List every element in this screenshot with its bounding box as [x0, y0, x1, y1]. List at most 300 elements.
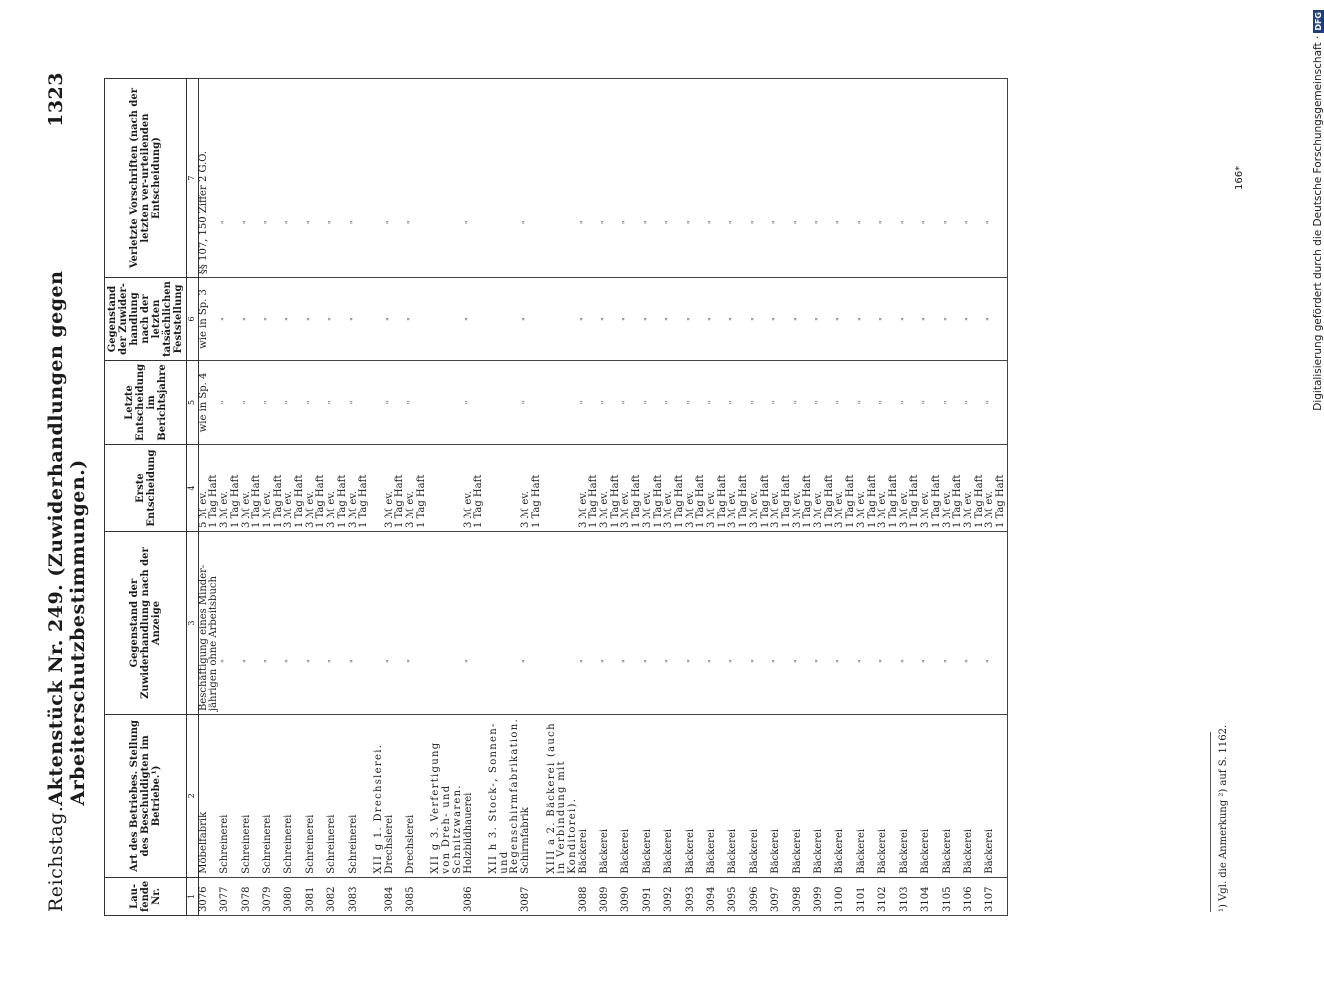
- ditto-mark: ": [600, 220, 610, 225]
- row-letzte-entscheidung: [771, 360, 792, 444]
- row-erste-entscheidung: [198, 445, 220, 532]
- row-vorschriften: [349, 79, 370, 278]
- erste-line: 1 Tag Haft: [995, 474, 1007, 529]
- ditto-mark: ": [921, 400, 931, 405]
- erste-line: 3 ℳ ev.: [791, 491, 803, 529]
- table-row: [579, 79, 600, 916]
- digitization-note: [1310, 10, 1324, 990]
- footnote: ¹) Vgl. die Anmerkung ²) auf S. 1162.: [1218, 724, 1229, 912]
- table-row: [406, 79, 427, 916]
- ditto-mark: ": [384, 659, 394, 664]
- ditto-mark: ": [348, 220, 358, 225]
- row-vorschriften: §§ 107, 150 Ziffer 2 G.O.: [198, 79, 220, 278]
- ditto-mark: ": [284, 317, 294, 321]
- row-gegenstand: [579, 532, 600, 715]
- section-empty-cell: [543, 79, 579, 278]
- row-betrieb: Bäckerei: [728, 715, 749, 878]
- ditto-mark: ": [707, 317, 717, 321]
- row-gegenstand: [621, 532, 642, 715]
- row-feststellung: [771, 278, 792, 361]
- row-letzte-entscheidung: [835, 360, 856, 444]
- erste-line: 1 Tag Haft: [394, 474, 406, 529]
- row-feststellung: [220, 278, 241, 361]
- row-feststellung: [579, 278, 600, 361]
- ditto-mark: ": [749, 317, 759, 321]
- row-vorschriften: [707, 79, 728, 278]
- row-erste-entscheidung: [728, 445, 749, 532]
- erste-line: 3 ℳ ev.: [941, 491, 953, 529]
- row-number: 3096: [750, 877, 771, 915]
- ditto-mark: ": [685, 220, 695, 225]
- table-row: [327, 79, 348, 916]
- section-empty-cell: [427, 79, 463, 278]
- ditto-mark: ": [642, 659, 652, 664]
- erste-line: 3 ℳ ev.: [706, 491, 718, 529]
- ditto-mark: ": [220, 220, 230, 225]
- ditto-mark: ": [642, 220, 652, 225]
- ditto-mark: ": [878, 400, 888, 405]
- column-number-7: 7: [187, 79, 199, 278]
- row-gegenstand: [242, 532, 263, 715]
- row-gegenstand: [406, 532, 427, 715]
- table-row: [621, 79, 642, 916]
- row-gegenstand: [707, 532, 728, 715]
- row-feststellung: [686, 278, 707, 361]
- table-row: [600, 79, 621, 916]
- ditto-mark: ": [521, 220, 531, 225]
- page-mark: 166*: [1234, 165, 1245, 190]
- row-betrieb: Bäckerei: [579, 715, 600, 878]
- ditto-mark: ": [241, 659, 251, 664]
- erste-line: 1 Tag Haft: [823, 474, 835, 529]
- row-letzte-entscheidung: [964, 360, 985, 444]
- row-letzte-entscheidung: [600, 360, 621, 444]
- row-number: 3085: [406, 877, 427, 915]
- row-vorschriften: [900, 79, 921, 278]
- table-row: [198, 79, 220, 916]
- erste-line: 1 Tag Haft: [888, 474, 899, 529]
- row-betrieb: Bäckerei: [621, 715, 642, 878]
- row-vorschriften: [857, 79, 878, 278]
- row-feststellung: [728, 278, 749, 361]
- row-vorschriften: [664, 79, 685, 278]
- row-vorschriften: [600, 79, 621, 278]
- row-gegenstand: [686, 532, 707, 715]
- row-vorschriften: [327, 79, 348, 278]
- row-vorschriften: [686, 79, 707, 278]
- row-letzte-entscheidung: [220, 360, 241, 444]
- ditto-mark: ": [384, 220, 394, 225]
- row-gegenstand: [643, 532, 664, 715]
- section-row: [543, 79, 579, 916]
- row-erste-entscheidung: [521, 445, 542, 532]
- ditto-mark: ": [835, 220, 845, 225]
- section-empty-cell: [543, 445, 579, 532]
- row-feststellung: [985, 278, 1007, 361]
- row-feststellung: [921, 278, 942, 361]
- table-row: [263, 79, 284, 916]
- row-gegenstand: [284, 532, 305, 715]
- column-header-4: Erste Entscheidung: [105, 445, 187, 532]
- ditto-mark: ": [621, 220, 631, 225]
- ditto-mark: ": [327, 400, 337, 405]
- row-betrieb: Drechslerei: [406, 715, 427, 878]
- row-vorschriften: [385, 79, 406, 278]
- row-betrieb: Bäckerei: [793, 715, 814, 878]
- table-row: [728, 79, 749, 916]
- row-letzte-entscheidung: [521, 360, 542, 444]
- ditto-mark: ": [771, 659, 781, 664]
- column-number-6: 6: [187, 278, 199, 361]
- row-erste-entscheidung: [621, 445, 642, 532]
- row-erste-entscheidung: [878, 445, 899, 532]
- row-number: 3094: [707, 877, 728, 915]
- section-spacer: [370, 877, 385, 915]
- row-vorschriften: [521, 79, 542, 278]
- ditto-mark: ": [621, 659, 631, 664]
- row-feststellung: [621, 278, 642, 361]
- table-row: [964, 79, 985, 916]
- running-header: [45, 72, 89, 912]
- section-empty-cell: [370, 445, 385, 532]
- ditto-mark: ": [284, 400, 294, 405]
- row-betrieb: Schreinerei: [306, 715, 327, 878]
- ditto-mark: ": [792, 317, 802, 321]
- row-betrieb: Bäckerei: [878, 715, 899, 878]
- row-number: 3077: [220, 877, 241, 915]
- ditto-mark: ": [749, 400, 759, 405]
- row-betrieb: Schreinerei: [284, 715, 305, 878]
- table-row: [284, 79, 305, 916]
- row-gegenstand: [349, 532, 370, 715]
- table-row: [306, 79, 327, 916]
- ditto-mark: ": [728, 400, 738, 405]
- erste-line: 3 ℳ ev.: [855, 491, 867, 529]
- column-number-5: 5: [187, 360, 199, 444]
- row-number: 3083: [349, 877, 370, 915]
- ditto-mark: ": [899, 317, 909, 321]
- row-number: 3106: [964, 877, 985, 915]
- row-erste-entscheidung: [900, 445, 921, 532]
- row-vorschriften: [220, 79, 241, 278]
- row-erste-entscheidung: [643, 445, 664, 532]
- ditto-mark: ": [600, 317, 610, 321]
- row-erste-entscheidung: [793, 445, 814, 532]
- row-vorschriften: [464, 79, 485, 278]
- erste-line: 1 Tag Haft: [973, 474, 985, 529]
- ditto-mark: ": [985, 400, 995, 405]
- section-empty-cell: [370, 532, 385, 715]
- row-erste-entscheidung: [600, 445, 621, 532]
- row-gegenstand: [600, 532, 621, 715]
- ditto-mark: ": [406, 220, 416, 225]
- ditto-mark: ": [856, 659, 866, 664]
- column-number-3: 3: [187, 532, 199, 715]
- erste-line: 1 Tag Haft: [229, 474, 241, 529]
- row-number: 3080: [284, 877, 305, 915]
- row-feststellung: [349, 278, 370, 361]
- ditto-mark: ": [384, 317, 394, 321]
- row-betrieb: Bäckerei: [664, 715, 685, 878]
- row-betrieb: Holzbildhauerei: [464, 715, 485, 878]
- row-number: 3081: [306, 877, 327, 915]
- ditto-mark: ": [621, 400, 631, 405]
- ditto-mark: ": [463, 220, 473, 225]
- table-row: [878, 79, 899, 916]
- row-number: 3102: [878, 877, 899, 915]
- row-feststellung: [814, 278, 835, 361]
- erste-line: 3 ℳ ev.: [520, 491, 532, 529]
- erste-line: 3 ℳ ev.: [920, 491, 932, 529]
- erste-line: 3 ℳ ev.: [462, 491, 474, 529]
- row-feststellung: [327, 278, 348, 361]
- erste-line: 3 ℳ ev.: [326, 491, 338, 529]
- row-gegenstand: [835, 532, 856, 715]
- column-header-1: Lau-fende Nr.: [105, 877, 187, 915]
- row-betrieb: Bäckerei: [600, 715, 621, 878]
- row-letzte-entscheidung: [707, 360, 728, 444]
- row-vorschriften: [263, 79, 284, 278]
- ditto-mark: ": [664, 659, 674, 664]
- row-gegenstand: [263, 532, 284, 715]
- table-row: [750, 79, 771, 916]
- ditto-mark: ": [707, 400, 717, 405]
- table-row: [664, 79, 685, 916]
- erste-line: 3 ℳ ev.: [219, 491, 231, 529]
- row-number: 3089: [600, 877, 621, 915]
- row-erste-entscheidung: [921, 445, 942, 532]
- ditto-mark: ": [814, 220, 824, 225]
- row-betrieb: Bäckerei: [643, 715, 664, 878]
- ditto-mark: ": [262, 220, 272, 225]
- erste-line: 3 ℳ ev.: [383, 491, 395, 529]
- table-row: [943, 79, 964, 916]
- ditto-mark: ": [348, 317, 358, 321]
- ditto-mark: ": [856, 317, 866, 321]
- ditto-mark: ": [262, 400, 272, 405]
- row-vorschriften: [771, 79, 792, 278]
- ditto-mark: ": [792, 400, 802, 405]
- row-feststellung: [242, 278, 263, 361]
- table-row: [793, 79, 814, 916]
- row-betrieb: Bäckerei: [686, 715, 707, 878]
- section-row: [370, 79, 385, 916]
- erste-line: 3 ℳ ev.: [684, 491, 696, 529]
- row-gegenstand: [964, 532, 985, 715]
- row-number: 3082: [327, 877, 348, 915]
- row-number: 3103: [900, 877, 921, 915]
- row-betrieb: Bäckerei: [857, 715, 878, 878]
- row-number: 3079: [263, 877, 284, 915]
- row-feststellung: [835, 278, 856, 361]
- section-spacer: [485, 877, 521, 915]
- section-label: XII h 3. Stock-, Sonnen- und Regenschirmfabrikation.: [485, 715, 521, 878]
- ditto-mark: ": [942, 400, 952, 405]
- erste-line: 1 Tag Haft: [845, 474, 857, 529]
- ditto-mark: ": [878, 317, 888, 321]
- row-feststellung: [964, 278, 985, 361]
- ditto-mark: ": [771, 400, 781, 405]
- row-betrieb: Bäckerei: [964, 715, 985, 878]
- row-gegenstand: [385, 532, 406, 715]
- ditto-mark: ": [463, 400, 473, 405]
- row-feststellung: [643, 278, 664, 361]
- table-row: [385, 79, 406, 916]
- ditto-mark: ": [305, 659, 315, 664]
- row-number: 3078: [242, 877, 263, 915]
- ditto-mark: ": [835, 659, 845, 664]
- erste-line: 1 Tag Haft: [358, 474, 370, 529]
- erste-line: 3 ℳ ev.: [347, 491, 359, 529]
- row-gegenstand: [521, 532, 542, 715]
- column-number-2: 2: [187, 715, 199, 878]
- ditto-mark: ": [220, 400, 230, 405]
- digitization-text: Digitalisierung gefördert durch die Deutsche Forschungsgemeinschaft ·: [1312, 35, 1324, 411]
- ditto-mark: ": [942, 317, 952, 321]
- row-feststellung: [600, 278, 621, 361]
- ditto-mark: ": [642, 317, 652, 321]
- row-letzte-entscheidung: wie in Sp. 4: [198, 360, 220, 444]
- row-feststellung: [857, 278, 878, 361]
- section-spacer: [427, 877, 463, 915]
- section-empty-cell: [543, 532, 579, 715]
- ditto-mark: ": [600, 659, 610, 664]
- erste-line: 3 ℳ ev.: [770, 491, 782, 529]
- row-gegenstand: [857, 532, 878, 715]
- row-feststellung: [406, 278, 427, 361]
- row-number: 3092: [664, 877, 685, 915]
- row-erste-entscheidung: [943, 445, 964, 532]
- ditto-mark: ": [963, 220, 973, 225]
- row-vorschriften: [943, 79, 964, 278]
- row-letzte-entscheidung: [686, 360, 707, 444]
- ditto-mark: ": [685, 317, 695, 321]
- row-vorschriften: [621, 79, 642, 278]
- ditto-mark: ": [728, 317, 738, 321]
- ditto-mark: ": [921, 220, 931, 225]
- row-erste-entscheidung: [306, 445, 327, 532]
- ditto-mark: ": [878, 659, 888, 664]
- erste-line: 1 Tag Haft: [952, 474, 964, 529]
- table-row: [464, 79, 485, 916]
- column-header-6: Gegenstand der Zuwider-handlung nach der letzten tatsächlichen Feststellung: [105, 278, 187, 361]
- ditto-mark: ": [241, 220, 251, 225]
- ditto-mark: ": [327, 317, 337, 321]
- erste-line: 1 Tag Haft: [866, 474, 878, 529]
- section-row: [427, 79, 463, 916]
- section-empty-cell: [543, 360, 579, 444]
- row-letzte-entscheidung: [385, 360, 406, 444]
- row-vorschriften: [406, 79, 427, 278]
- ditto-mark: ": [899, 659, 909, 664]
- row-betrieb: Schreinerei: [220, 715, 241, 878]
- row-letzte-entscheidung: [263, 360, 284, 444]
- row-vorschriften: [985, 79, 1007, 278]
- dfg-logo-icon: DFG: [1313, 12, 1323, 31]
- row-erste-entscheidung: [814, 445, 835, 532]
- row-vorschriften: [579, 79, 600, 278]
- table-row: [985, 79, 1007, 916]
- row-erste-entscheidung: [857, 445, 878, 532]
- row-betrieb: Bäckerei: [900, 715, 921, 878]
- header-page-number: 1323: [45, 72, 67, 127]
- row-vorschriften: [964, 79, 985, 278]
- row-letzte-entscheidung: [728, 360, 749, 444]
- row-erste-entscheidung: [284, 445, 305, 532]
- erste-line: 1 Tag Haft: [208, 474, 220, 529]
- erste-line: 1 Tag Haft: [272, 474, 284, 529]
- erste-line: 3 ℳ ev.: [283, 491, 295, 529]
- section-empty-cell: [427, 445, 463, 532]
- row-feststellung: [306, 278, 327, 361]
- row-gegenstand: [664, 532, 685, 715]
- erste-line: 1 Tag Haft: [588, 474, 600, 529]
- column-header-7: Verletzte Vorschriften (nach der letzten ver-urteilenden Entscheidung): [105, 79, 187, 278]
- row-letzte-entscheidung: [327, 360, 348, 444]
- footnote-rule: [1210, 732, 1211, 912]
- row-number: 3105: [943, 877, 964, 915]
- ditto-mark: ": [814, 400, 824, 405]
- erste-line: 3 ℳ ev.: [877, 491, 889, 529]
- row-erste-entscheidung: [964, 445, 985, 532]
- ditto-mark: ": [305, 220, 315, 225]
- ditto-mark: ": [664, 317, 674, 321]
- erste-line: 1 Tag Haft: [738, 474, 750, 529]
- erste-line: 1 Tag Haft: [609, 474, 621, 529]
- row-letzte-entscheidung: [943, 360, 964, 444]
- erste-line: 3 ℳ ev.: [748, 491, 760, 529]
- row-feststellung: [521, 278, 542, 361]
- ditto-mark: ": [985, 317, 995, 321]
- row-vorschriften: [814, 79, 835, 278]
- row-betrieb: Bäckerei: [985, 715, 1007, 878]
- row-number: 3100: [835, 877, 856, 915]
- ditto-mark: ": [942, 659, 952, 664]
- table-row: [771, 79, 792, 916]
- row-betrieb: Möbelfabrik: [198, 715, 220, 878]
- row-vorschriften: [835, 79, 856, 278]
- erste-line: 5 ℳ ev.: [197, 491, 209, 529]
- erste-line: 1 Tag Haft: [652, 474, 664, 529]
- ditto-mark: ": [792, 220, 802, 225]
- row-gegenstand: [728, 532, 749, 715]
- ditto-mark: ": [521, 659, 531, 664]
- erste-line: 1 Tag Haft: [759, 474, 771, 529]
- ditto-mark: ": [664, 400, 674, 405]
- row-vorschriften: [643, 79, 664, 278]
- row-vorschriften: [921, 79, 942, 278]
- row-number: 3087: [521, 877, 542, 915]
- row-number: 3088: [579, 877, 600, 915]
- erste-line: 3 ℳ ev.: [898, 491, 910, 529]
- row-gegenstand: [306, 532, 327, 715]
- section-spacer: [543, 877, 579, 915]
- row-erste-entscheidung: [242, 445, 263, 532]
- row-gegenstand: [921, 532, 942, 715]
- header-title: Aktenstück Nr. 249. (Zuwiderhandlungen gegen Arbeiterschutzbestimmungen.): [45, 270, 89, 806]
- ditto-mark: ": [664, 220, 674, 225]
- ditto-mark: ": [899, 220, 909, 225]
- section-empty-cell: [370, 79, 385, 278]
- row-erste-entscheidung: [771, 445, 792, 532]
- table-row: [220, 79, 241, 916]
- section-label: XIII a 2. Bäckerei (auch in Verbindung mit Konditorei).: [543, 715, 579, 878]
- erste-line: 1 Tag Haft: [415, 474, 427, 529]
- row-letzte-entscheidung: [643, 360, 664, 444]
- erste-line: 1 Tag Haft: [315, 474, 327, 529]
- ditto-mark: ": [985, 659, 995, 664]
- column-number-row: [187, 79, 199, 916]
